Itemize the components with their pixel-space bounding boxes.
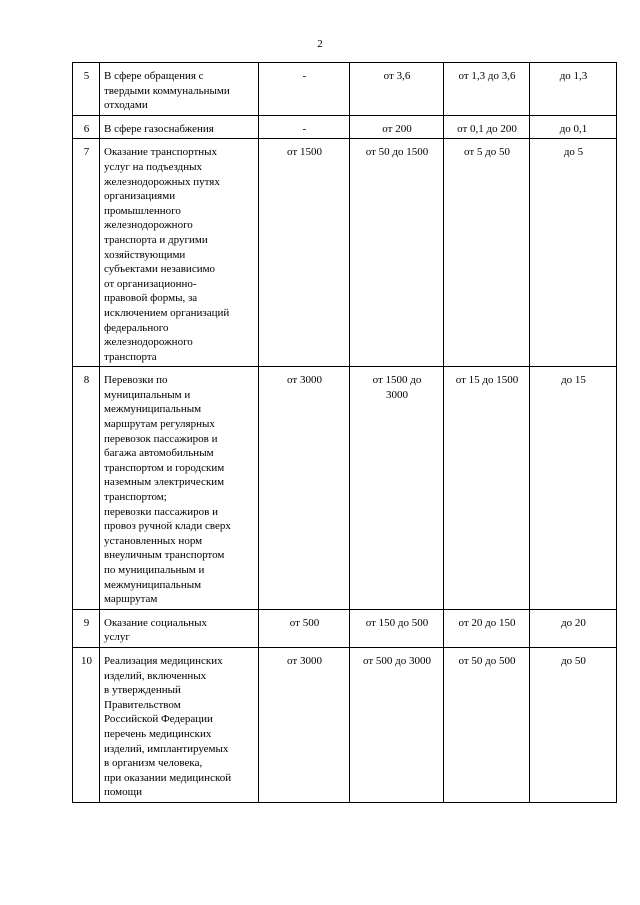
description-line: Правительством <box>104 698 181 711</box>
description-line: в утвержденный <box>104 684 181 697</box>
value-line: от 500 до 3000 <box>362 654 431 667</box>
value-column-3: от 0,1 до 200 <box>444 115 530 139</box>
row-number: 5 <box>73 63 100 116</box>
description-line: изделий, имплантируемых <box>104 742 229 755</box>
description-line: наземным электрическим <box>104 476 225 489</box>
description-line: В сфере газоснабжения <box>104 122 214 135</box>
description-line: маршрутам <box>104 593 158 606</box>
value-column-1: от 500 <box>259 609 350 647</box>
description-line: Реализация медицинских <box>104 654 223 667</box>
row-number: 10 <box>73 647 100 802</box>
value-column-2 <box>350 139 444 367</box>
description-line: внеуличным транспортом <box>104 549 225 562</box>
description-line: субъектами независимо <box>104 263 216 276</box>
description-line: В сфере обращения с <box>104 70 204 82</box>
description-line: муниципальным и <box>104 388 191 401</box>
value-column-1: - <box>259 63 350 116</box>
description-line: федерального <box>104 321 169 334</box>
description-line: в организм человека, <box>104 757 203 770</box>
value-column-1: от 3000 <box>259 647 350 802</box>
value-column-4: до 20 <box>530 609 617 647</box>
description-line: межмуниципальным <box>104 403 202 416</box>
description-line: провоз ручной клади сверх <box>104 520 231 533</box>
value-column-4: до 15 <box>530 367 617 610</box>
value-column-2 <box>350 367 444 610</box>
description-line: установленных норм <box>104 534 203 547</box>
table-row <box>73 367 617 610</box>
value-line: от 3,6 <box>383 70 411 82</box>
description-line: транспортом; <box>104 491 167 504</box>
description-line: помощи <box>104 786 142 799</box>
tariff-table <box>72 62 617 803</box>
description-line: услуг на подъездных <box>104 160 203 173</box>
description-line: отходами <box>104 99 148 112</box>
value-line: 3000 <box>386 388 408 401</box>
value-column-2 <box>350 647 444 802</box>
description-line: хозяйствующими <box>104 248 186 261</box>
activity-description <box>100 115 259 139</box>
description-line: по муниципальным и <box>104 564 205 576</box>
value-column-3: от 1,3 до 3,6 <box>444 63 530 116</box>
description-line: Российской Федерации <box>104 713 213 726</box>
description-line: железнодорожного <box>104 219 193 232</box>
value-column-3: от 20 до 150 <box>444 609 530 647</box>
table-row <box>73 139 617 367</box>
table-row <box>73 609 617 647</box>
value-column-3: от 50 до 500 <box>444 647 530 802</box>
description-line: Оказание социальных <box>104 616 208 629</box>
activity-description <box>100 647 259 802</box>
value-column-3: от 15 до 1500 <box>444 367 530 610</box>
description-line: межмуниципальным <box>104 578 202 591</box>
description-line: железнодорожного <box>104 336 193 349</box>
activity-description <box>100 609 259 647</box>
value-column-2 <box>350 609 444 647</box>
description-line: промышленного <box>104 204 181 217</box>
description-line: транспорта <box>104 350 157 363</box>
value-column-1: - <box>259 115 350 139</box>
value-line: от 1500 до <box>372 374 422 387</box>
description-line: Оказание транспортных <box>104 146 218 159</box>
description-line: правовой формы, за <box>104 292 198 305</box>
value-column-4: до 1,3 <box>530 63 617 116</box>
description-line: багажа автомобильным <box>104 447 214 460</box>
description-line: перевозок пассажиров и <box>104 432 218 445</box>
value-column-4: до 5 <box>530 139 617 367</box>
value-column-2 <box>350 115 444 139</box>
activity-description <box>100 367 259 610</box>
description-line: организациями <box>104 190 176 203</box>
description-line: услуг <box>104 631 130 644</box>
value-column-1: от 1500 <box>259 139 350 367</box>
description-line: изделий, включенных <box>104 669 207 682</box>
description-line: твердыми коммунальными <box>104 84 230 97</box>
description-line: маршрутам регулярных <box>104 418 215 431</box>
value-column-4: до 0,1 <box>530 115 617 139</box>
description-line: от организационно- <box>104 277 197 290</box>
value-column-4: до 50 <box>530 647 617 802</box>
value-line: от 50 до 1500 <box>365 146 429 159</box>
description-line: перевозки пассажиров и <box>104 505 218 518</box>
row-number: 8 <box>73 367 100 610</box>
description-line: железнодорожных путях <box>104 175 220 188</box>
description-line: исключением организаций <box>104 306 230 319</box>
page-number: 2 <box>317 38 323 50</box>
description-line: транспорта и другими <box>104 233 208 246</box>
description-line: при оказании медицинской <box>104 771 232 784</box>
description-line: Перевозки по <box>104 374 168 387</box>
table-row <box>73 115 617 139</box>
value-column-2 <box>350 63 444 116</box>
row-number: 7 <box>73 139 100 367</box>
activity-description <box>100 63 259 116</box>
table-body <box>73 63 617 803</box>
value-line: от 200 <box>382 122 412 135</box>
value-column-1: от 3000 <box>259 367 350 610</box>
activity-description <box>100 139 259 367</box>
row-number: 9 <box>73 609 100 647</box>
table-row <box>73 63 617 116</box>
row-number: 6 <box>73 115 100 139</box>
table-row <box>73 647 617 802</box>
value-column-3: от 5 до 50 <box>444 139 530 367</box>
description-line: перечень медицинских <box>104 727 212 740</box>
value-line: от 150 до 500 <box>365 616 429 629</box>
description-line: транспортом и городским <box>104 461 225 474</box>
